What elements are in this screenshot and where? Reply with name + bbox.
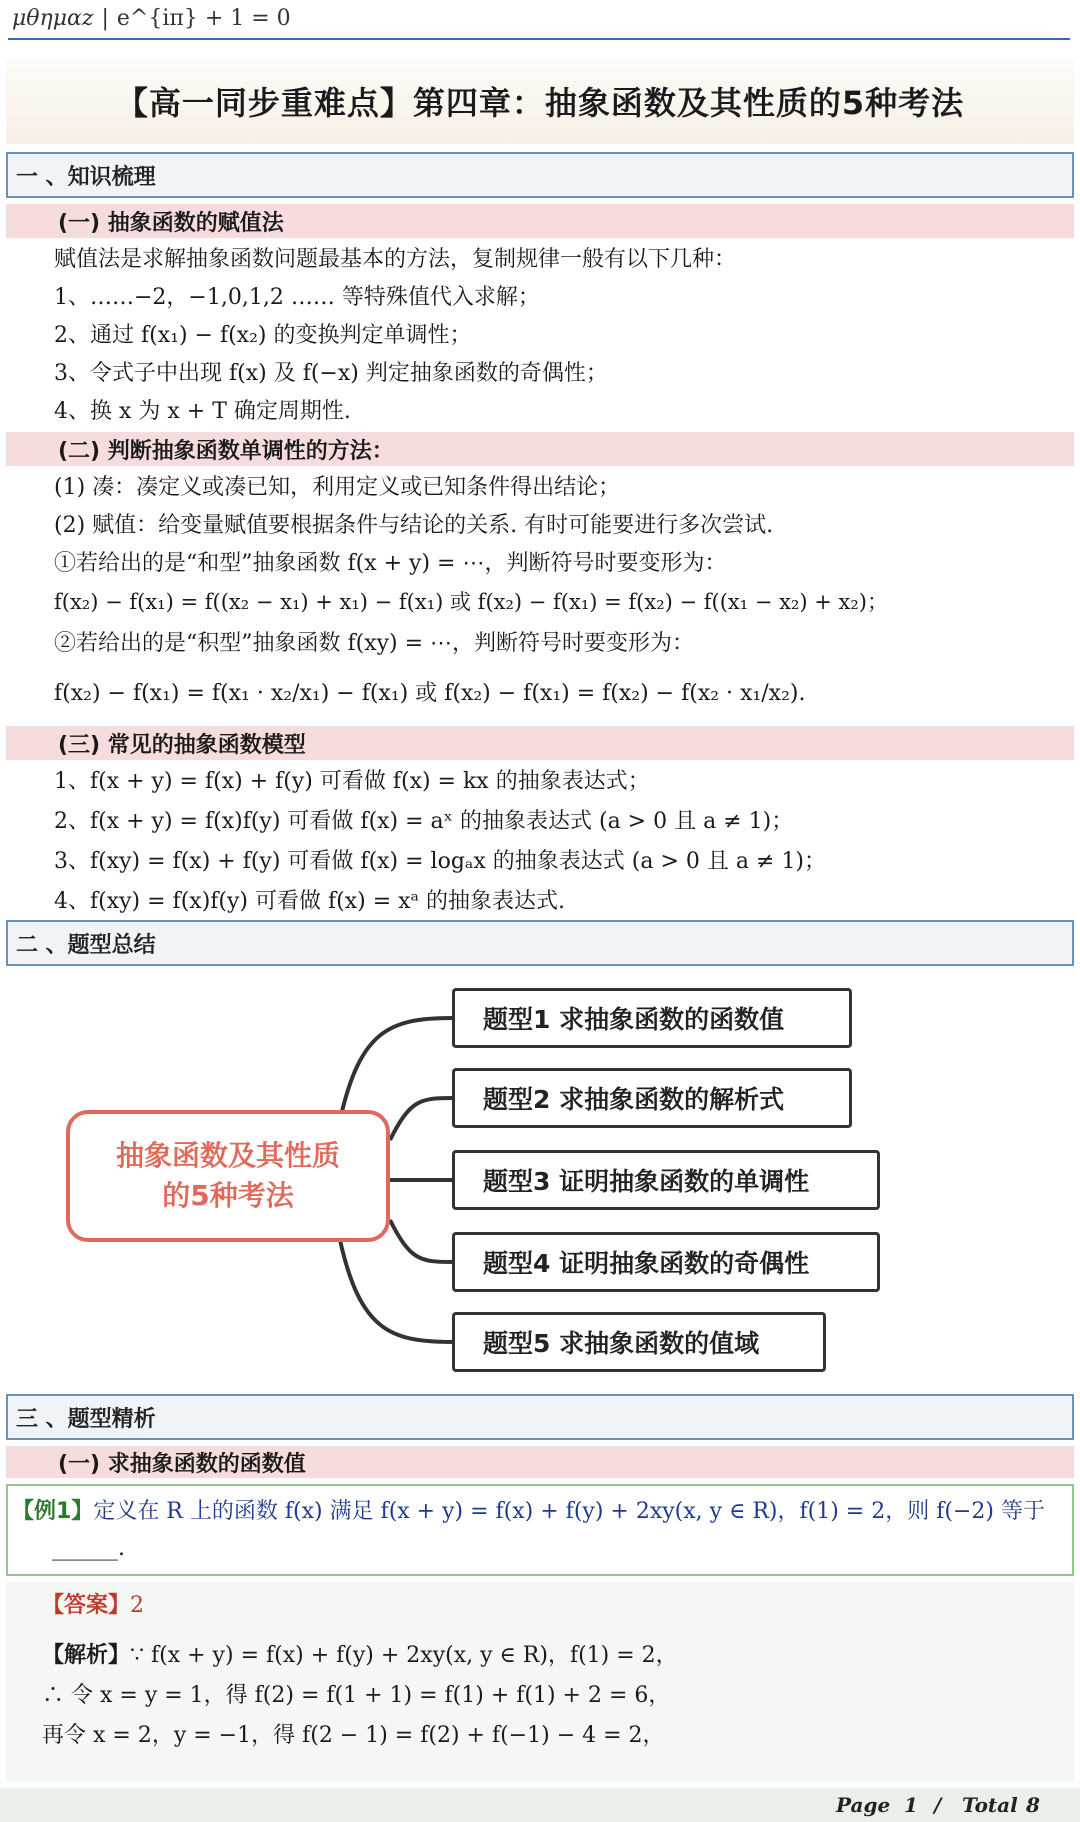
center-line-2: 的5种考法 bbox=[162, 1179, 294, 1212]
answer-label: 【答案】 bbox=[42, 1593, 131, 1618]
header-separator: | bbox=[101, 6, 109, 31]
analysis-label: 【解析】 bbox=[42, 1643, 131, 1668]
answer-area bbox=[6, 1582, 1074, 1782]
type-box-1: 题型1 求抽象函数的函数值 bbox=[452, 988, 852, 1048]
section-title: 三 、题型精析 bbox=[16, 1406, 156, 1432]
center-line-1: 抽象函数及其性质 bbox=[115, 1139, 340, 1172]
page-label: Page bbox=[836, 1793, 891, 1817]
page-header bbox=[12, 6, 291, 31]
connector-2 bbox=[390, 1098, 452, 1140]
total-label: Total bbox=[962, 1793, 1018, 1817]
subsection-title: (一) 抽象函数的赋值法 bbox=[58, 210, 284, 236]
section-title: 二 、题型总结 bbox=[16, 932, 156, 958]
answer-blank: ______. bbox=[52, 1536, 125, 1561]
mindmap-center bbox=[66, 1110, 390, 1242]
page-number: 1 bbox=[904, 1793, 918, 1817]
answer-value: 2 bbox=[130, 1593, 145, 1618]
subsection-title: (三) 常见的抽象函数模型 bbox=[58, 732, 306, 758]
text-line: 3、f(xy) = f(x) + f(y) 可看做 f(x) = logₐx 的抽象表达式 (a > 0 且 a ≠ 1)； bbox=[54, 849, 827, 874]
title-banner bbox=[6, 58, 1074, 144]
connector-5 bbox=[340, 1240, 452, 1342]
subsection-models bbox=[6, 726, 1074, 760]
text-line: 1、……−2，−1,0,1,2 …… 等特殊值代入求解； bbox=[54, 285, 540, 310]
section-knowledge bbox=[6, 152, 1074, 198]
header-rule bbox=[8, 38, 1070, 40]
text-line: (1) 凑：凑定义或凑已知，利用定义或已知条件得出结论； bbox=[54, 475, 621, 500]
type-box-5: 题型5 求抽象函数的值域 bbox=[452, 1312, 826, 1372]
text-line: 赋值法是求解抽象函数问题最基本的方法，复制规律一般有以下几种： bbox=[54, 247, 737, 272]
text-line: (2) 赋值：给变量赋值要根据条件与结论的关系. 有时可能要进行多次尝试. bbox=[54, 513, 774, 538]
formula-line: f(x₂) − f(x₁) = f(x₁ · x₂/x₁) − f(x₁) 或 f(x₂) − f(x₁) = f(x₂) − f(x₂ · x₁/x₂). bbox=[54, 681, 806, 706]
total-number: 8 bbox=[1026, 1793, 1040, 1817]
example-box bbox=[6, 1484, 1074, 1576]
example-label: 【例1】 bbox=[12, 1499, 94, 1524]
text-line: ①若给出的是“和型”抽象函数 f(x + y) = ⋯，判断符号时要变形为： bbox=[54, 551, 727, 576]
page-separator: / bbox=[934, 1793, 942, 1817]
subsection-title: (一) 求抽象函数的函数值 bbox=[58, 1451, 306, 1477]
text-line: 3、令式子中出现 f(x) 及 f(−x) 判定抽象函数的奇偶性； bbox=[54, 361, 608, 386]
text-line: 4、换 x 为 x + T 确定周期性. bbox=[54, 399, 351, 424]
subsection-assignment-method bbox=[6, 204, 1074, 238]
section-analysis bbox=[6, 1394, 1074, 1440]
brand-name: μθημαz bbox=[12, 6, 94, 31]
section-summary bbox=[6, 920, 1074, 966]
text-line: 1、f(x + y) = f(x) + f(y) 可看做 f(x) = kx 的抽象表达式； bbox=[54, 769, 650, 794]
connector-4 bbox=[390, 1220, 452, 1262]
euler-formula: e^{iπ} + 1 = 0 bbox=[116, 6, 291, 31]
subsection-monotonicity bbox=[6, 432, 1074, 466]
type-box-2: 题型2 求抽象函数的解析式 bbox=[452, 1068, 852, 1128]
page-footer bbox=[0, 1788, 1080, 1822]
type-box-4: 题型4 证明抽象函数的奇偶性 bbox=[452, 1232, 880, 1292]
subsection-title: (二) 判断抽象函数单调性的方法： bbox=[58, 438, 394, 464]
analysis-line: ∵ f(x + y) = f(x) + f(y) + 2xy(x, y ∈ R)，f(1) = 2， bbox=[130, 1643, 678, 1668]
example-question: 定义在 R 上的函数 f(x) 满足 f(x + y) = f(x) + f(y) + 2xy(x, y ∈ R)，f(1) = 2，则 f(−2) 等于 bbox=[93, 1499, 1045, 1524]
connector-1 bbox=[340, 1018, 452, 1120]
text-line: 4、f(xy) = f(x)f(y) 可看做 f(x) = xᵃ 的抽象表达式. bbox=[54, 889, 566, 914]
text-line: 2、f(x + y) = f(x)f(y) 可看做 f(x) = aˣ 的抽象表达式 (a > 0 且 a ≠ 1)； bbox=[54, 809, 794, 834]
formula-line: f(x₂) − f(x₁) = f((x₂ − x₁) + x₁) − f(x₁) 或 f(x₂) − f(x₁) = f(x₂) − f((x₁ − x₂) + x₂)； bbox=[54, 590, 888, 614]
text-line: ②若给出的是“积型”抽象函数 f(xy) = ⋯，判断符号时要变形为： bbox=[54, 631, 695, 656]
section-title: 一 、知识梳理 bbox=[16, 164, 156, 190]
subsection-function-value bbox=[6, 1446, 1074, 1478]
page-title: 【高一同步重难点】第四章：抽象函数及其性质的5种考法 bbox=[115, 84, 965, 122]
type-box-3: 题型3 证明抽象函数的单调性 bbox=[452, 1150, 880, 1210]
analysis-line: ∴ 令 x = y = 1，得 f(2) = f(1 + 1) = f(1) + f(1) + 2 = 6， bbox=[42, 1683, 671, 1708]
analysis-line: 再令 x = 2，y = −1，得 f(2 − 1) = f(2) + f(−1) − 4 = 2， bbox=[42, 1723, 665, 1748]
text-line: 2、通过 f(x₁) − f(x₂) 的变换判定单调性； bbox=[54, 323, 472, 348]
